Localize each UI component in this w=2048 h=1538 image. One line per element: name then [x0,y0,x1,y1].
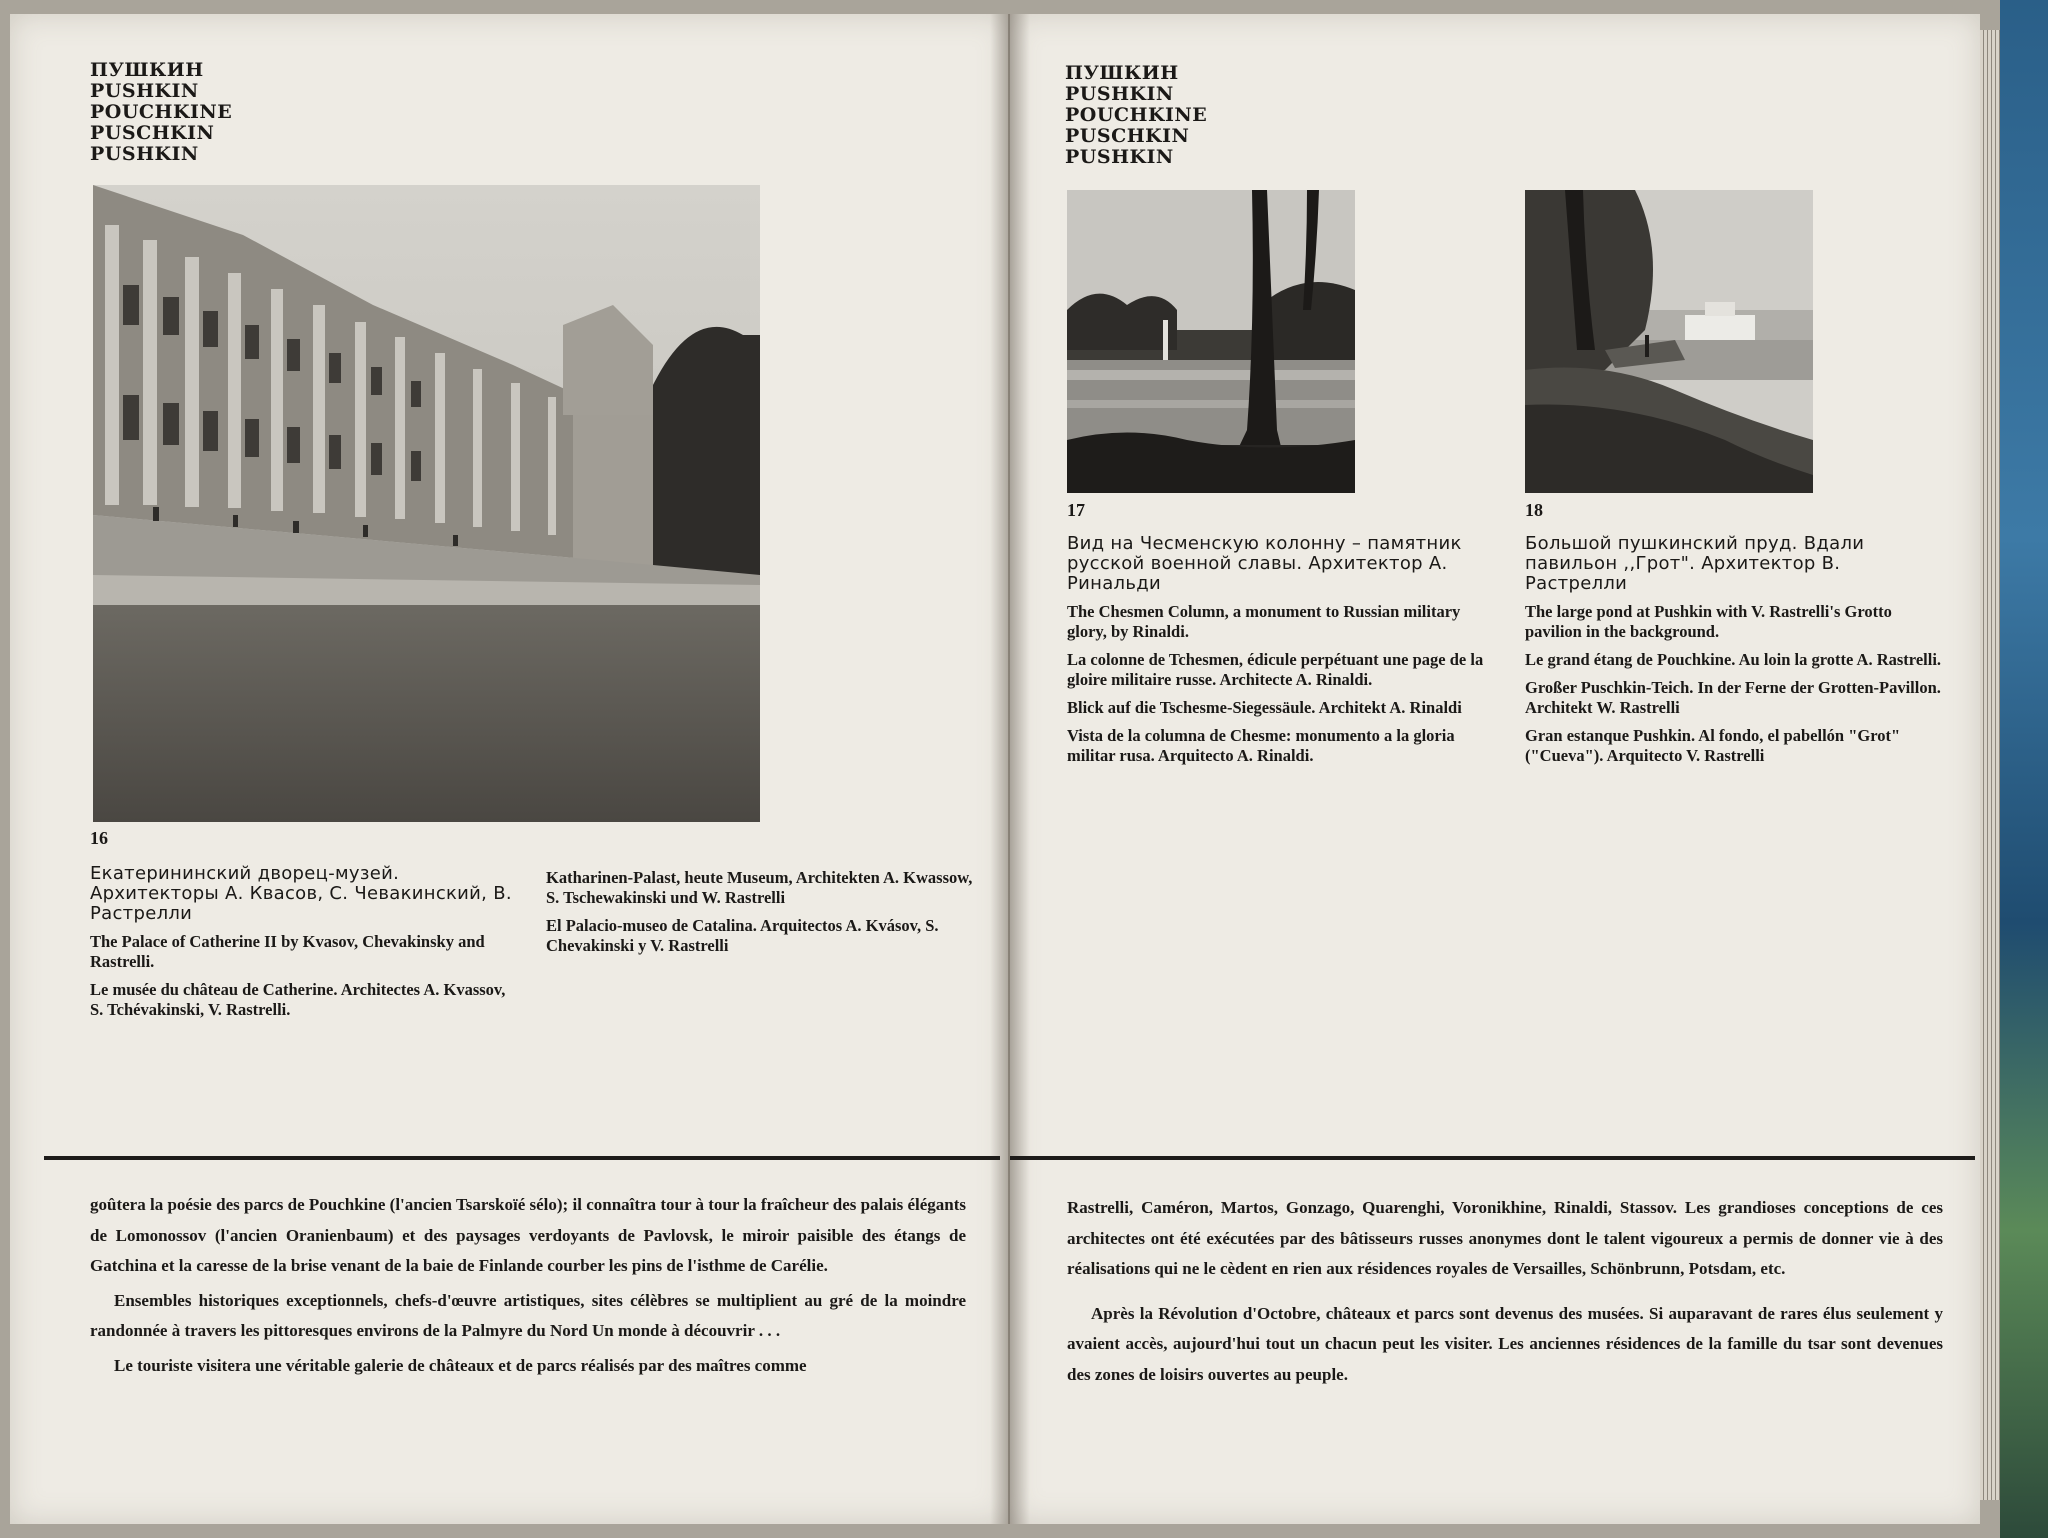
left-title-block [90,60,232,165]
body-text-left [90,1190,966,1385]
body-left-paragraph-1: goûtera la poésie des parcs de Pouchkine (l'ancien Tsarskoïé sélo); il connaîtra tour à tour la fraîcheur des palais élégants de Lomonossov (l'ancien Oranienbaum) et des paysages verdoyants de Pavlovsk, le miroir paisible des étangs de Gatchina et la caresse de la brise venant de la baie de Finlande courber les pins de l'isthme de Carélie. [90,1195,966,1275]
figure-number-17: 17 [1067,500,1085,520]
caption-16-fr: Le musée du château de Catherine. Architectes A. Kvassov, S. Tchévakinski, V. Rastrelli. [90,980,506,1019]
body-left-paragraph-2: Ensembles historiques exceptionnels, chefs-d'œuvre artistiques, sites célèbres se multiplient au gré de la moindre randonnée à travers les pittoresques environs de la Palmyre du Nord Un monde à découvrir . . . [90,1290,966,1340]
caption-16-ru: Екатерининский дворец-музей. Архитекторы А. Квасов, С. Чевакинский, В. Растрелли [90,863,512,924]
caption-16-es: El Palacio-museo de Catalina. Arquitectos A. Kvásov, S. Chevakinski y V. Rastrelli [546,916,939,955]
caption-16-en: The Palace of Catherine II by Kvasov, Chevakinsky and Rastrelli. [90,932,485,971]
right-title-block [1065,63,1207,168]
title-es: PUSHKIN [1065,146,1174,168]
caption-17-de: Blick auf die Tschesme-Siegessäule. Architekt A. Rinaldi [1067,698,1462,717]
page-edges [1980,30,2000,1500]
body-text-right [1067,1193,1943,1394]
caption-16-col1 [90,864,520,1028]
photo-grotto-pavilion [1525,190,1813,493]
fold-divider-left [44,1156,1000,1160]
title-de: PUSCHKIN [1065,125,1190,147]
caption-17-ru: Вид на Чесменскую колонну – памятник русской военной славы. Архитектор А. Ринальди [1067,533,1462,594]
title-fr: POUCHKINE [90,101,233,123]
title-fr: POUCHKINE [1065,104,1208,126]
caption-17-es: Vista de la columna de Chesme: monumento a la gloria militar rusa. Arquitecto A. Rinaldi. [1067,726,1455,765]
caption-18-en: The large pond at Pushkin with V. Rastrelli's Grotto pavilion in the background. [1525,602,1892,641]
photo-catherine-palace [93,185,760,822]
caption-18-de: Großer Puschkin-Teich. In der Ferne der Grotten-Pavillon. Architekt W. Rastrelli [1525,678,1941,717]
caption-17-en: The Chesmen Column, a monument to Russian military glory, by Rinaldi. [1067,602,1461,641]
title-ru: ПУШКИН [90,59,204,81]
body-left-paragraph-3: Le touriste visitera une véritable galerie de châteaux et de parcs réalisés par des maîtres comme [114,1355,807,1375]
next-page-cover [2000,0,2048,1538]
caption-16-de: Katharinen-Palast, heute Museum, Architekten A. Kwassow, S. Tschewakinski und W. Rastrelli [546,868,973,907]
title-en: PUSHKIN [90,80,199,102]
title-de: PUSCHKIN [90,122,215,144]
caption-17-fr: La colonne de Tchesmen, édicule perpétuant une page de la gloire militaire russe. Architecte A. Rinaldi. [1067,650,1484,689]
figure-number-16: 16 [90,828,108,848]
fold-divider-right [1010,1156,1975,1160]
book-gutter [990,14,1030,1524]
figure-number-18: 18 [1525,500,1543,520]
caption-18-ru: Большой пушкинский пруд. Вдали павильон ,,Грот". Архитектор В. Растрелли [1525,533,1865,594]
caption-16-col2 [546,868,976,964]
title-ru: ПУШКИН [1065,62,1179,84]
title-en: PUSHKIN [1065,83,1174,105]
caption-18-es: Gran estanque Pushkin. Al fondo, el pabellón "Grot" ("Cueva"). Arquitecto V. Rastrelli [1525,726,1901,765]
body-right-paragraph-1: Rastrelli, Caméron, Martos, Gonzago, Quarenghi, Voronikhine, Rinaldi, Stassov. Les grandioses conceptions de ces architectes ont été exécutées par des bâtisseurs russes anonymes dont le talent vigoureux a permis de donner vie à des réalisations qui ne le cèdent en rien aux résidences royales de Versailles, Schönbrunn, Potsdam, etc. [1067,1198,1943,1278]
caption-18-fr: Le grand étang de Pouchkine. Au loin la grotte A. Rastrelli. [1525,650,1942,669]
caption-18 [1525,534,1945,774]
body-right-paragraph-2: Après la Révolution d'Octobre, châteaux et parcs sont devenus des musées. Si auparavant de rares élus seulement y avaient accès, aujourd'hui tout un chacun peut les visiter. Les anciennes résidences de la famille du tsar sont devenues des zones de loisirs ouvertes au peuple. [1067,1303,1943,1384]
photo-chesme-column [1067,190,1355,493]
title-es: PUSHKIN [90,143,199,165]
caption-17 [1067,534,1487,774]
